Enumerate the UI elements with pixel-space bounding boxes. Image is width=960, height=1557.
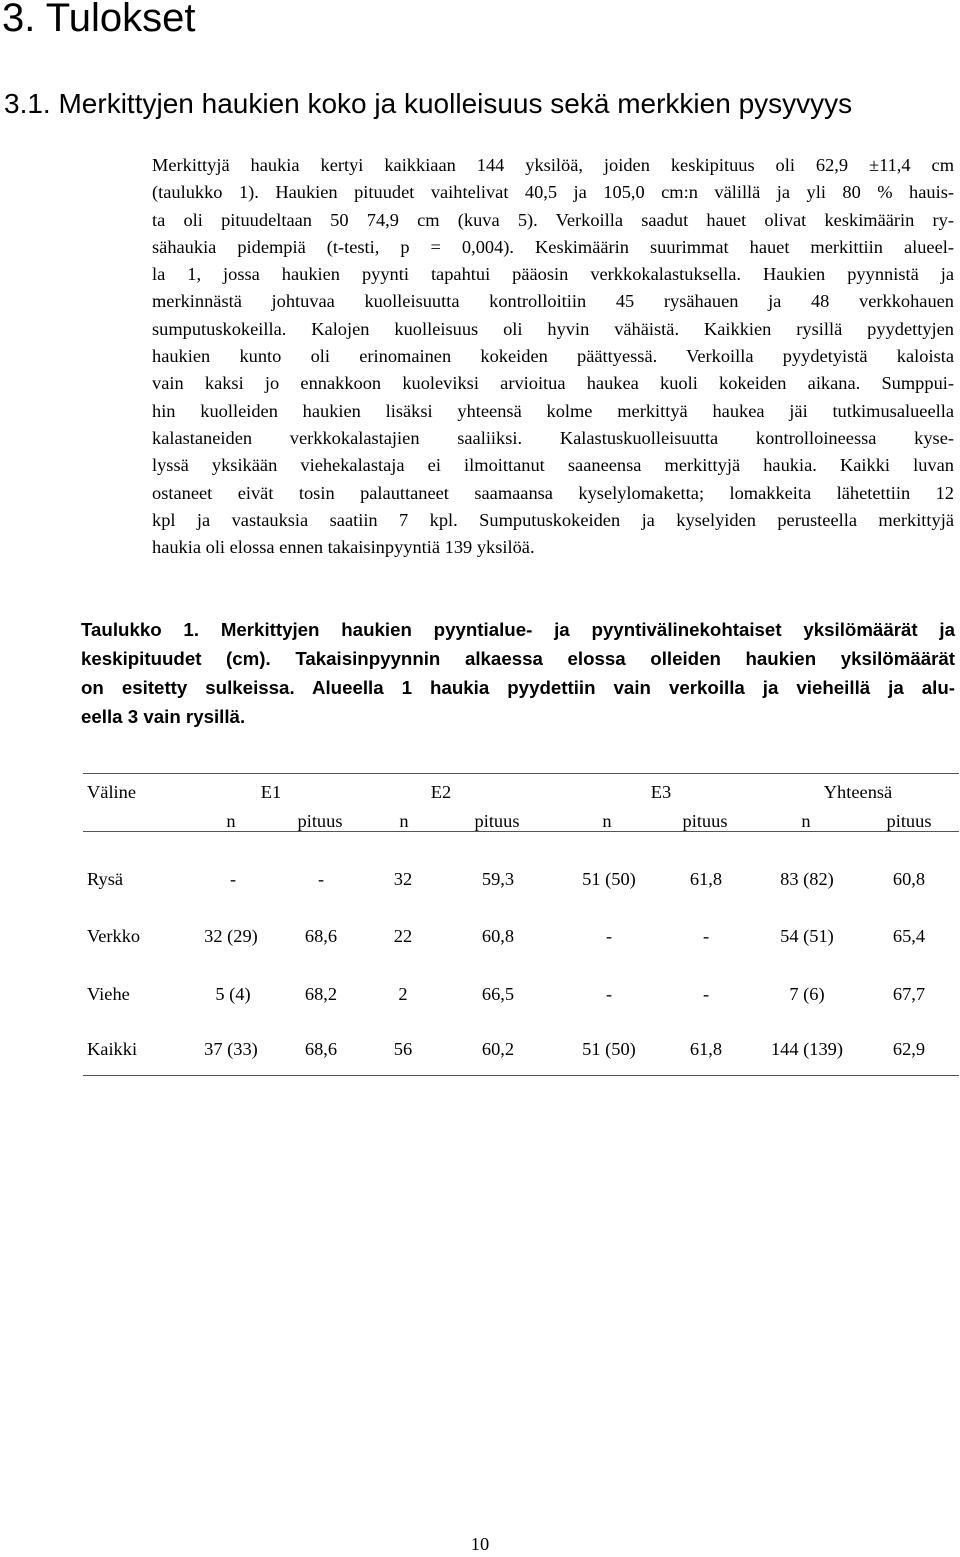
body-line: (taulukko 1). Haukien pituudet vaihtelivat 40,5 ja 105,0 cm:n välillä ja yli 80 % hauis- [152, 182, 954, 203]
subheader-n: n [226, 811, 236, 831]
table-header-rule [83, 831, 959, 832]
table-cell: - [702, 926, 710, 946]
table-cell: - [229, 869, 237, 889]
group-header-e1: E1 [260, 782, 282, 802]
subheader-pituus: pituus [297, 811, 343, 831]
caption-line: eella 3 vain rysillä. [81, 706, 246, 727]
body-line: haukien kunto oli erinomainen kokeiden päättyessä. Verkoilla pyydetyistä kaloista [152, 346, 954, 367]
table-cell: 32 (29) [204, 926, 258, 946]
body-line: lyssä yksikään viehekalastaja ei ilmoittanut saaneensa merkittyjä haukia. Kaikki luvan [152, 455, 954, 476]
body-paragraph [152, 152, 954, 561]
subheader-n: n [801, 811, 811, 831]
table-cell: - [702, 984, 710, 1004]
body-line: ostaneet eivät tosin palauttaneet saamaansa kyselylomaketta; lomakkeita lähetettiin 12 [152, 482, 954, 503]
group-header-e2: E2 [430, 782, 452, 802]
table-cell: 144 (139) [770, 1039, 844, 1059]
subheader-pituus: pituus [474, 811, 520, 831]
table-top-rule [83, 773, 959, 774]
table-bottom-rule [83, 1075, 959, 1076]
table-cell: 56 [393, 1039, 413, 1059]
table-cell: 62,9 [892, 1039, 926, 1059]
table-cell: 2 [398, 984, 408, 1004]
table-cell: 83 (82) [780, 869, 834, 889]
table-cell: 61,8 [689, 869, 723, 889]
table-cell: 59,3 [481, 869, 515, 889]
caption-line: Taulukko 1. Merkittyjen haukien pyyntialue- ja pyyntivälinekohtaiset yksilömäärät ja [81, 619, 955, 640]
caption-line: keskipituudet (cm). Takaisinpyynnin alkaessa elossa olleiden haukien yksilömäärät [81, 648, 955, 669]
group-header-total: Yhteensä [823, 782, 893, 802]
table-caption [81, 615, 955, 731]
table-cell: 32 [393, 869, 413, 889]
table-cell: - [317, 869, 325, 889]
table-cell: 37 (33) [204, 1039, 258, 1059]
table-cell: 60,2 [481, 1039, 515, 1059]
body-line: vain kaksi jo ennakkoon kuoleviksi arvioitua haukea kuoli kokeiden aikana. Sumppui- [152, 373, 954, 394]
page-number: 10 [470, 1534, 490, 1554]
subheader-pituus: pituus [682, 811, 728, 831]
group-header-e3: E3 [650, 782, 672, 802]
body-line: kpl ja vastauksia saatiin 7 kpl. Sumputuskokeiden ja kyselyiden perusteella merkittyjä [152, 509, 954, 530]
body-line: haukia oli elossa ennen takaisinpyyntiä 139 yksilöä. [152, 537, 535, 558]
table-cell: 51 (50) [582, 1039, 636, 1059]
table-cell: 61,8 [689, 1039, 723, 1059]
row-label: Verkko [87, 926, 141, 946]
body-line: hin kuolleiden haukien lisäksi yhteensä kolme merkittyä haukea jäi tutkimusalueella [152, 400, 954, 421]
body-line: sumputuskokeilla. Kalojen kuolleisuus oli hyvin vähäistä. Kaikkien rysillä pyydettyjen [152, 318, 954, 339]
subsection-heading: 3.1. Merkittyjen haukien koko ja kuolleisuus sekä merkkien pysyvyys [4, 88, 853, 119]
table-cell: 67,7 [892, 984, 926, 1004]
subheader-n: n [399, 811, 409, 831]
body-line: la 1, jossa haukien pyynti tapahtui pääosin verkkokalastuksella. Haukien pyynnistä ja [152, 264, 954, 285]
body-line: ta oli pituudeltaan 50 74,9 cm (kuva 5). Verkoilla saadut hauet olivat keskimäärin ry- [152, 209, 954, 230]
row-label: Rysä [87, 869, 124, 889]
table-cell: - [605, 984, 613, 1004]
body-line: kalastaneiden verkkokalastajien saaliiksi. Kalastuskuolleisuutta kontrolloineessa kyse- [152, 427, 954, 448]
row-label: Kaikki [87, 1039, 138, 1059]
table-cell: 22 [393, 926, 413, 946]
row-label: Viehe [87, 984, 130, 1004]
table-cell: 65,4 [892, 926, 926, 946]
body-line: Merkittyjä haukia kertyi kaikkiaan 144 yksilöä, joiden keskipituus oli 62,9 ±11,4 cm [152, 155, 954, 175]
column-header-valine: Väline [87, 782, 137, 802]
caption-line: on esitetty sulkeissa. Alueella 1 haukia pyydettiin vain verkoilla ja vieheillä ja alu- [81, 677, 955, 698]
table-cell: 51 (50) [582, 869, 636, 889]
table-cell: - [605, 926, 613, 946]
table-cell: 54 (51) [780, 926, 834, 946]
table-cell: 66,5 [481, 984, 515, 1004]
table-cell: 68,6 [304, 926, 338, 946]
body-line: merkinnästä johtuvaa kuolleisuutta kontrolloitiin 45 rysähauen ja 48 verkkohauen [152, 291, 954, 312]
subheader-pituus: pituus [886, 811, 932, 831]
table-cell: 60,8 [481, 926, 515, 946]
table-cell: 68,6 [304, 1039, 338, 1059]
subheader-n: n [602, 811, 612, 831]
table-cell: 7 (6) [789, 984, 825, 1004]
table-cell: 60,8 [892, 869, 926, 889]
table-cell: 5 (4) [215, 984, 251, 1004]
table-cell: 68,2 [304, 984, 338, 1004]
body-line: sähaukia pidempiä (t-testi, p = 0,004). Keskimäärin suurimmat hauet merkittiin alueel- [152, 236, 954, 257]
section-heading: 3. Tulokset [2, 0, 196, 40]
